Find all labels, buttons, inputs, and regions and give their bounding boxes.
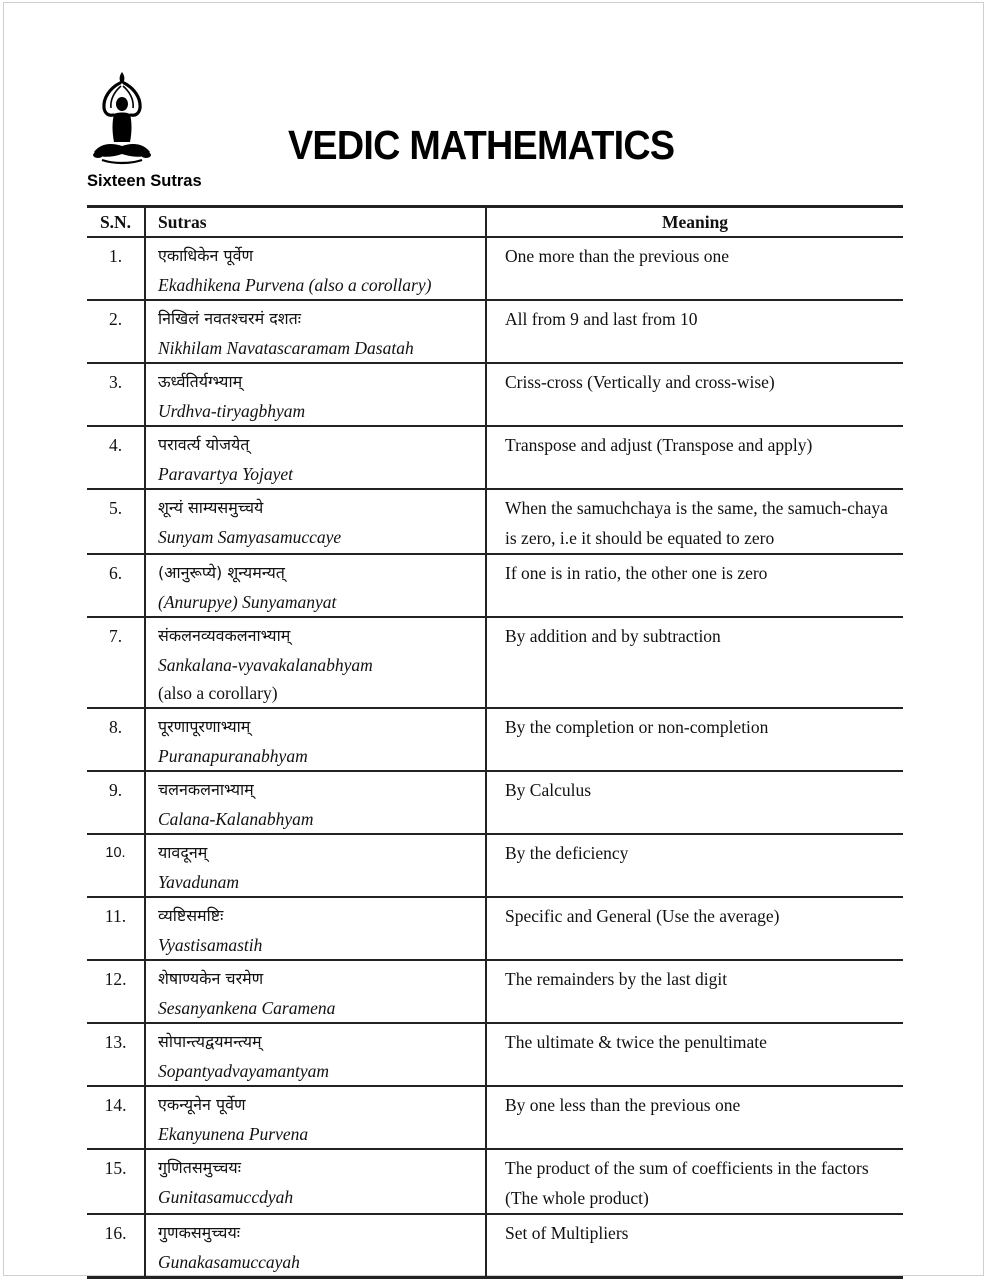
sutra-sanskrit: शेषाण्यकेन चरमेण xyxy=(158,969,264,988)
row-meaning: By the completion or non-completion xyxy=(486,708,903,771)
row-serial-number: 1. xyxy=(87,237,145,300)
row-meaning: By addition and by subtraction xyxy=(486,617,903,708)
sutra-sanskrit: सोपान्त्यद्वयमन्त्यम् xyxy=(158,1032,262,1051)
table-row xyxy=(87,426,903,489)
row-serial-number: 4. xyxy=(87,426,145,489)
sutra-sanskrit: परावर्त्य योजयेत् xyxy=(158,435,250,454)
row-serial-number: 2. xyxy=(87,300,145,363)
sutra-transliteration: Sopantyadvayamantyam xyxy=(158,1061,330,1081)
row-sutra-cell xyxy=(145,300,486,363)
row-sutra-cell xyxy=(145,1086,486,1149)
table-row xyxy=(87,834,903,897)
row-meaning: By the deficiency xyxy=(486,834,903,897)
row-meaning: Specific and General (Use the average) xyxy=(486,897,903,960)
row-sutra-cell xyxy=(145,771,486,834)
sutra-sanskrit: (आनुरूप्ये) शून्यमन्यत् xyxy=(158,563,285,582)
row-sutra-cell xyxy=(145,897,486,960)
sutra-transliteration: Sankalana-vyavakalanabhyam xyxy=(158,655,373,675)
sutra-sanskrit: चलनकलनाभ्याम् xyxy=(158,780,254,799)
row-serial-number: 9. xyxy=(87,771,145,834)
row-sutra-cell xyxy=(145,489,486,554)
row-serial-number: 15. xyxy=(87,1149,145,1214)
sutra-transliteration: Sesanyankena Caramena xyxy=(158,998,336,1018)
row-meaning: By one less than the previous one xyxy=(486,1086,903,1149)
row-sutra-cell xyxy=(145,554,486,617)
row-serial-number: 10. xyxy=(87,834,145,897)
sutra-sanskrit: एकाधिकेन पूर्वेण xyxy=(158,246,254,265)
row-meaning: One more than the previous one xyxy=(486,237,903,300)
sutra-transliteration: Ekadhikena Purvena (also a corollary) xyxy=(158,275,432,295)
row-serial-number: 6. xyxy=(87,554,145,617)
table-row xyxy=(87,1214,903,1278)
row-sutra-cell xyxy=(145,960,486,1023)
row-serial-number: 13. xyxy=(87,1023,145,1086)
table-row xyxy=(87,489,903,554)
sutra-transliteration: Vyastisamastih xyxy=(158,935,263,955)
sutras-table xyxy=(87,205,903,1279)
row-serial-number: 3. xyxy=(87,363,145,426)
row-serial-number: 7. xyxy=(87,617,145,708)
table-row xyxy=(87,554,903,617)
row-serial-number: 8. xyxy=(87,708,145,771)
sutra-sanskrit: गुणितसमुच्चयः xyxy=(158,1158,241,1177)
sutra-transliteration: Ekanyunena Purvena xyxy=(158,1124,309,1144)
row-meaning: The ultimate & twice the penultimate xyxy=(486,1023,903,1086)
table-row xyxy=(87,300,903,363)
table-row xyxy=(87,1023,903,1086)
row-sutra-cell xyxy=(145,1214,486,1278)
row-serial-number: 11. xyxy=(87,897,145,960)
sutra-transliteration: Calana-Kalanabhyam xyxy=(158,809,314,829)
row-sutra-cell xyxy=(145,834,486,897)
row-meaning: When the samuchchaya is the same, the samuch-chaya is zero, i.e it should be equated to zero xyxy=(486,489,903,554)
sutra-sanskrit: यावदूनम् xyxy=(158,843,208,862)
table-row xyxy=(87,1086,903,1149)
row-serial-number: 12. xyxy=(87,960,145,1023)
table-row xyxy=(87,363,903,426)
sutra-transliteration: Urdhva-tiryagbhyam xyxy=(158,401,306,421)
sutra-sanskrit: एकन्यूनेन पूर्वेण xyxy=(158,1095,246,1114)
sutra-transliteration: Gunakasamuccayah xyxy=(158,1252,300,1272)
table-row xyxy=(87,617,903,708)
table-row xyxy=(87,1149,903,1214)
row-meaning: The product of the sum of coefficients in the factors (The whole product) xyxy=(486,1149,903,1214)
row-meaning: The remainders by the last digit xyxy=(486,960,903,1023)
row-meaning: Set of Multipliers xyxy=(486,1214,903,1278)
row-serial-number: 16. xyxy=(87,1214,145,1278)
page-title: VEDIC MATHEMATICS xyxy=(288,122,675,168)
sutra-sanskrit: शून्यं साम्यसमुच्चये xyxy=(158,498,264,517)
sutra-sanskrit: व्यष्टिसमष्टिः xyxy=(158,906,224,925)
row-serial-number: 5. xyxy=(87,489,145,554)
row-sutra-cell xyxy=(145,617,486,708)
sutra-sanskrit: संकलनव्यवकलनाभ्याम् xyxy=(158,626,291,645)
column-header-sn: S.N. xyxy=(87,207,145,238)
table-row xyxy=(87,708,903,771)
table-header-row xyxy=(87,207,903,238)
row-meaning: All from 9 and last from 10 xyxy=(486,300,903,363)
row-sutra-cell xyxy=(145,1023,486,1086)
meditating-figure-icon xyxy=(88,70,156,166)
row-meaning: If one is in ratio, the other one is zero xyxy=(486,554,903,617)
row-sutra-cell xyxy=(145,426,486,489)
sutra-transliteration: Nikhilam Navatascaramam Dasatah xyxy=(158,338,414,358)
row-meaning: By Calculus xyxy=(486,771,903,834)
row-serial-number: 14. xyxy=(87,1086,145,1149)
row-meaning: Transpose and adjust (Transpose and apply) xyxy=(486,426,903,489)
sutra-note: (also a corollary) xyxy=(158,683,278,703)
sutra-transliteration: Yavadunam xyxy=(158,872,240,892)
sutra-transliteration: Sunyam Samyasamuccaye xyxy=(158,527,342,547)
sutra-sanskrit: निखिलं नवतश्चरमं दशतः xyxy=(158,309,301,328)
page-subtitle: Sixteen Sutras xyxy=(87,172,202,190)
column-header-meaning: Meaning xyxy=(486,207,903,238)
row-sutra-cell xyxy=(145,363,486,426)
sutra-transliteration: Gunitasamuccdyah xyxy=(158,1187,294,1207)
sutra-sanskrit: ऊर्ध्वतिर्यग्भ्याम् xyxy=(158,372,243,391)
row-sutra-cell xyxy=(145,237,486,300)
sutra-sanskrit: पूरणापूरणाभ्याम् xyxy=(158,717,251,736)
row-sutra-cell xyxy=(145,1149,486,1214)
table-row xyxy=(87,897,903,960)
table-row xyxy=(87,771,903,834)
column-header-sutras: Sutras xyxy=(145,207,486,238)
sutra-transliteration: Paravartya Yojayet xyxy=(158,464,293,484)
row-meaning: Criss-cross (Vertically and cross-wise) xyxy=(486,363,903,426)
table-row xyxy=(87,237,903,300)
sutra-transliteration: Puranapuranabhyam xyxy=(158,746,308,766)
table-row xyxy=(87,960,903,1023)
row-sutra-cell xyxy=(145,708,486,771)
sutra-transliteration: (Anurupye) Sunyamanyat xyxy=(158,592,337,612)
sutra-sanskrit: गुणकसमुच्चयः xyxy=(158,1223,240,1242)
